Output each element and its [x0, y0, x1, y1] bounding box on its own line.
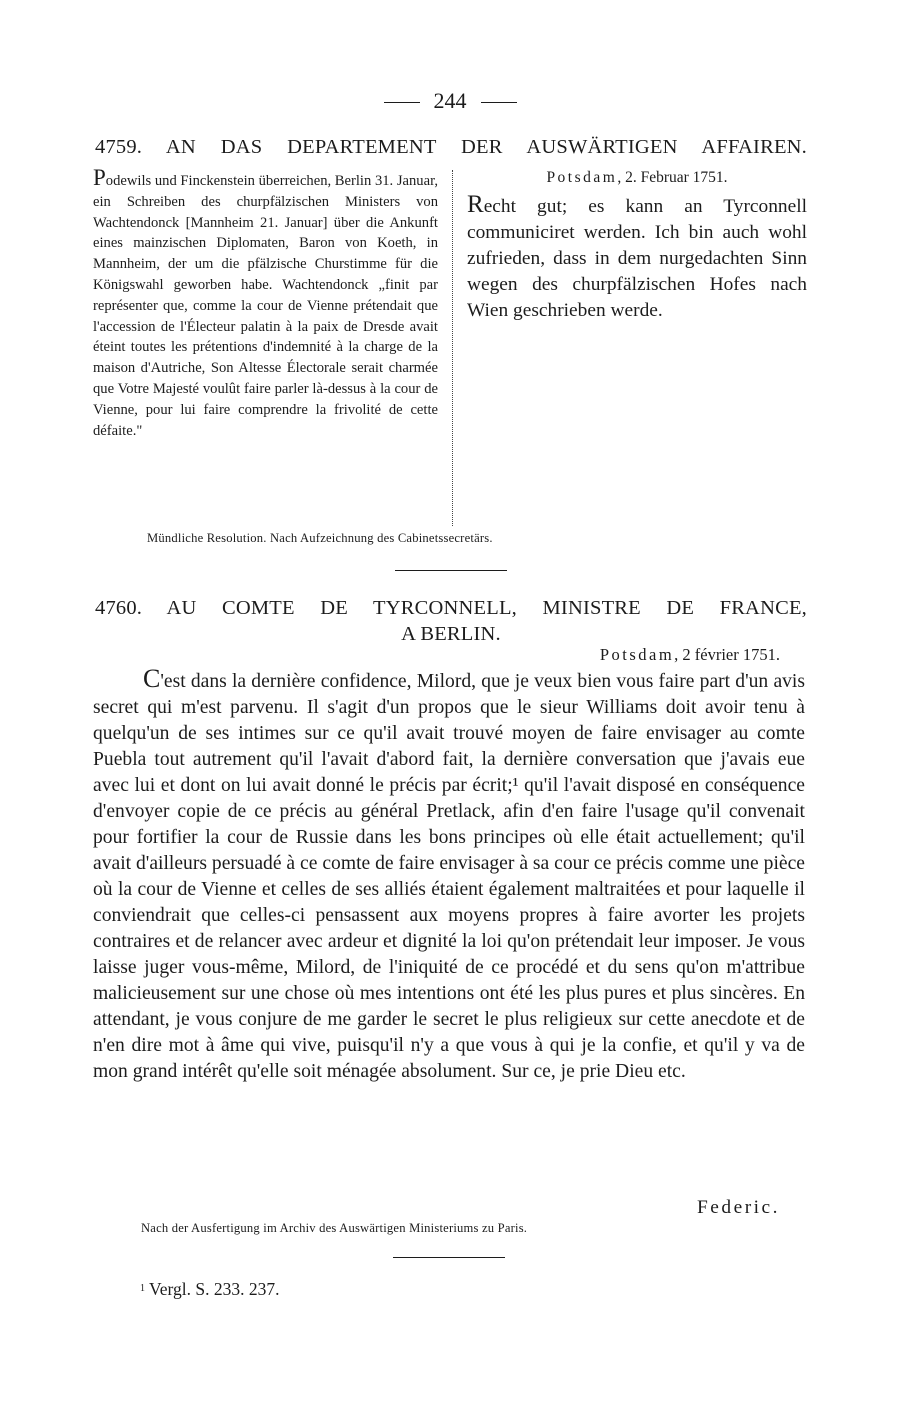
dateline-place: Potsdam — [546, 169, 618, 186]
resolution-initial: R — [467, 191, 484, 218]
dateline2-date: , 2 février 1751. — [674, 645, 780, 664]
page-number-value: 244 — [433, 88, 467, 113]
dateline-date: , 2. Februar 1751. — [617, 169, 728, 186]
letter-4760-heading: 4760. AU COMTE DE TYRCONNELL, MINISTRE DE FRANCE, — [95, 597, 807, 619]
page-number-dash-left — [384, 102, 420, 103]
letter-4760-body — [93, 666, 805, 1085]
resolution-text-block — [467, 192, 807, 324]
dateline2-place: Potsdam — [599, 645, 675, 664]
body-initial: C — [143, 664, 161, 693]
body-text: 'est dans la dernière confidence, Milord, que je veux bien vous faire part d'un avis secret qui m'est parvenu. Il s'agit d'un propos que le sieur Williams doit avoir tenu à quelqu'un de ses intimes sur ce qu'il avait trouvé moyen de faire envisager au comte Puebla tout autrement qu'il l'avait d'abord fait, la dernière conversation que j'avais eue avec lui et dont on lui avait donné le précis par écrit;¹ qu'il l'avait disposé en conséquence d'envoyer copie de ce précis au général Pretlack, afin d'en faire l'usage qu'il convenait pour fortifier la cour de Russie dans les bons principes où elle était actuellement; qu'il avait d'ailleurs persuadé à ce comte de faire envisager à sa cour ce précis comme une pièce où la cour de Vienne et celles de ses alliés étaient également maltraitées et pour laquelle il conviendrait que celles-ci pensassent aux moyens propres à faire avorter les projets contraires et de relancer avec ardeur et dignité la loi qu'on prétendait leur imposer. Je vous laisse juger vous-même, Milord, de l'iniquité de ce procédé et du sens qu'on m'attribue malicieusement sur une chose où mes intentions ont été les plus pures et plus sincères. En attendant, je vous conjure de me garder le secret le plus religieux sur cette anecdote et de n'en dire mot à âme qui vive, puisqu'il n'y a que vous à qui je la confie, et qu'il y va de mon grand intérêt qu'elle soit ménagée absolument. Sur ce, je prie Dieu etc. — [93, 671, 805, 1082]
footnote-rule — [393, 1257, 505, 1258]
summary-text: odewils und Finckenstein überreichen, Berlin 31. Januar, ein Schreiben des churpfälzischen Ministers von Wachtendonck [Mannheim 21. Januar] über die Ankunft eines mainzischen Diplomaten, Baron von Koeth, in Mannheim, der um die pfälzische Churstimme für die Königswahl geworben habe. Wachtendonck „finit par représenter que, comme la cour de Vienne prétendait que l'accession de l'Électeur palatin à la paix de Dresde avait éteint toutes les prétentions d'indemnité à la charge de la maison d'Autriche, Son Altesse Électorale serait charmée que Votre Majesté voulût faire parler là-dessus à la cour de Vienne, pour lui faire comprendre la frivolité de cette défaite." — [93, 173, 438, 439]
letter-4760-source-note: Nach der Ausfertigung im Archiv des Auswärtigen Ministeriums zu Paris. — [141, 1221, 528, 1235]
column-divider — [452, 170, 453, 526]
letter-4759-dateline — [467, 168, 807, 188]
letter-4760-heading-line2: A BERLIN. — [401, 623, 501, 645]
footnote — [140, 1279, 279, 1300]
footnote-marker: 1 — [140, 1283, 145, 1294]
letter-4759-summary — [93, 165, 438, 441]
letter-4759-source-note: Mündliche Resolution. Nach Aufzeichnung des Cabinetssecretärs. — [147, 531, 493, 545]
resolution-text: echt gut; es kann an Tyrconnell communiciret werden. Ich bin auch wohl zufrieden, dass in dem nurgedachten Sinn wegen des churpfälzischen Hofes nach Wien geschrieben werde. — [467, 196, 807, 321]
summary-initial: P — [93, 165, 106, 190]
section-rule — [395, 570, 507, 571]
signature: Federic. — [697, 1197, 780, 1218]
letter-4759-heading: 4759. AN DAS DEPARTEMENT DER AUSWÄRTIGEN AFFAIREN. — [95, 136, 807, 158]
page-number — [0, 88, 900, 114]
page-number-dash-right — [481, 102, 517, 103]
letter-4759-resolution — [467, 168, 807, 324]
footnote-text: Vergl. S. 233. 237. — [149, 1279, 280, 1299]
letter-4760-dateline — [555, 645, 780, 665]
